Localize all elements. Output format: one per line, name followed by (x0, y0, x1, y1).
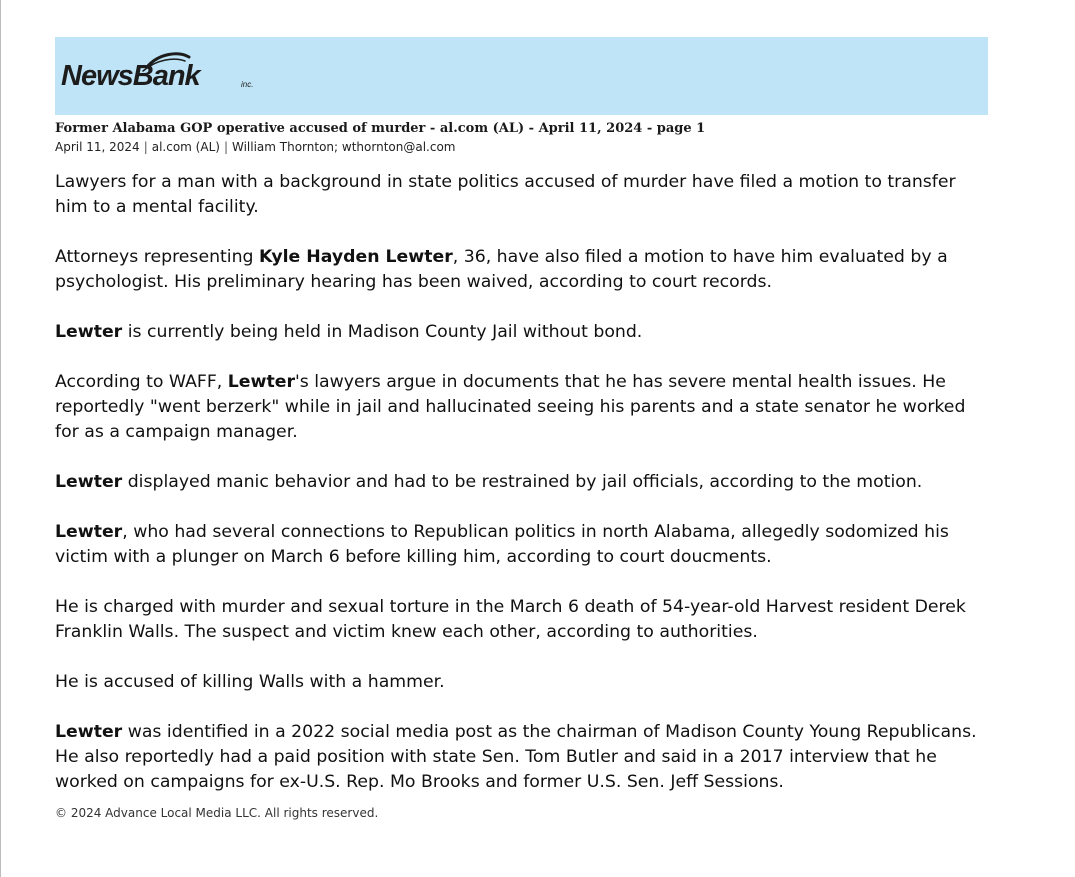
article-paragraph: Lewter was identified in a 2022 social media post as the chairman of Madison County Young Republicans. He also reportedly had a paid position with state Sen. Tom Butler and said in a 2017 interview that he worked on campaigns for ex-U.S. Rep. Mo Brooks and former U.S. Sen. Jeff Sessions. (55, 722, 977, 792)
article-paragraph: Lawyers for a man with a background in state politics accused of murder have filed a motion to transfer him to a mental facility. (55, 172, 956, 217)
article-paragraph: Lewter displayed manic behavior and had to be restrained by jail officials, according to the motion. (55, 472, 923, 492)
article-paragraph: Lewter is currently being held in Madison County Jail without bond. (55, 322, 643, 342)
article-title: Former Alabama GOP operative accused of murder - al.com (AL) - April 11, 2024 - page 1 (55, 121, 706, 136)
article-paragraph: According to WAFF, Lewter's lawyers argue in documents that he has severe mental health issues. He reportedly "went berzerk" while in jail and hallucinated seeing his parents and a state senator he worked for as a campaign manager. (55, 372, 966, 442)
article-date: April 11, 2024 (55, 140, 140, 154)
article-paragraph: He is charged with murder and sexual torture in the March 6 death of 54-year-old Harvest resident Derek Franklin Walls. The suspect and victim knew each other, according to authorities. (55, 597, 966, 642)
article-paragraph: Attorneys representing Kyle Hayden Lewter, 36, have also filed a motion to have him evaluated by a psychologist. His preliminary hearing has been waived, according to court records. (55, 247, 948, 292)
copyright-notice: © 2024 Advance Local Media LLC. All rights reserved. (55, 806, 379, 820)
name-highlight: Lewter (227, 372, 295, 392)
name-highlight: Kyle Hayden Lewter (259, 247, 453, 267)
newsbank-logo (59, 49, 289, 95)
header-banner (55, 37, 988, 115)
article-author: William Thornton; wthornton@al.com (231, 140, 456, 154)
meta-separator: | (223, 140, 228, 154)
article-paragraph: Lewter, who had several connections to Republican politics in north Alabama, allegedly sodomized his victim with a plunger on March 6 before killing him, according to court doucments. (55, 522, 949, 567)
page-edge (0, 0, 1, 877)
article-meta (55, 140, 988, 154)
article-paragraph: He is accused of killing Walls with a hammer. (55, 672, 445, 692)
name-highlight: Lewter (55, 472, 123, 492)
name-highlight: Lewter (55, 322, 123, 342)
name-highlight: Lewter (55, 522, 123, 542)
logo-text: NewsBank (61, 60, 200, 92)
document (55, 37, 988, 820)
article-source: al.com (AL) (151, 140, 220, 154)
article-body (55, 170, 988, 795)
meta-separator: | (143, 140, 148, 154)
name-highlight: Lewter (55, 722, 123, 742)
logo-suffix: inc. (241, 80, 254, 89)
